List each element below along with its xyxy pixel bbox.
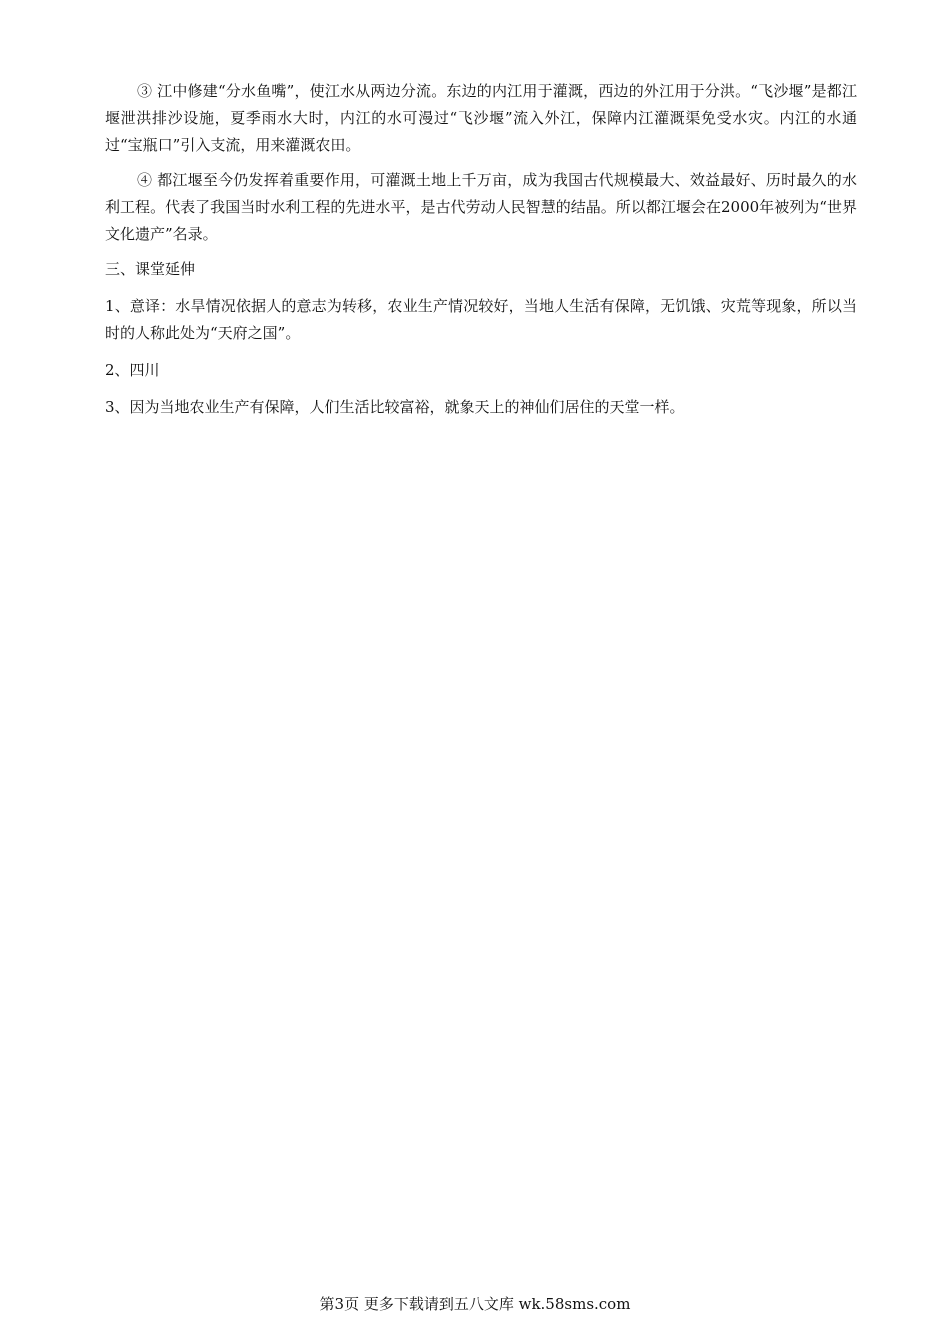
paragraph-item-3: ③ 江中修建“分水鱼嘴”，使江水从两边分流。东边的内江用于灌溉，西边的外江用于分洪。“飞沙堰”是都江堰泄洪排沙设施，夏季雨水大时，内江的水可漫过“飞沙堰”流入外江，保障内江灌溉渠免受水灾。内江的水通过“宝瓶口”引入支流，用来灌溉农田。 [105, 82, 857, 154]
page-footer: 第3页 更多下载请到五八文库 wk.58sms.com [319, 1295, 631, 1313]
answer-1: 1、意译：水旱情况依据人的意志为转移，农业生产情况较好，当地人生活有保障，无饥饿、灾荒等现象，所以当时的人称此处为“天府之国”。 [105, 297, 857, 342]
answer-3: 3、因为当地农业生产有保障，人们生活比较富裕，就象天上的神仙们居住的天堂一样。 [105, 398, 685, 416]
document-body [105, 78, 857, 431]
section-heading: 三、课堂延伸 [105, 260, 196, 278]
answer-2: 2、四川 [105, 361, 160, 379]
paragraph-item-4: ④ 都江堰至今仍发挥着重要作用，可灌溉土地上千万亩，成为我国古代规模最大、效益最好、历时最久的水利工程。代表了我国当时水利工程的先进水平，是古代劳动人民智慧的结晶。所以都江堰会在2000年被列为“世界文化遗产”名录。 [105, 171, 857, 243]
